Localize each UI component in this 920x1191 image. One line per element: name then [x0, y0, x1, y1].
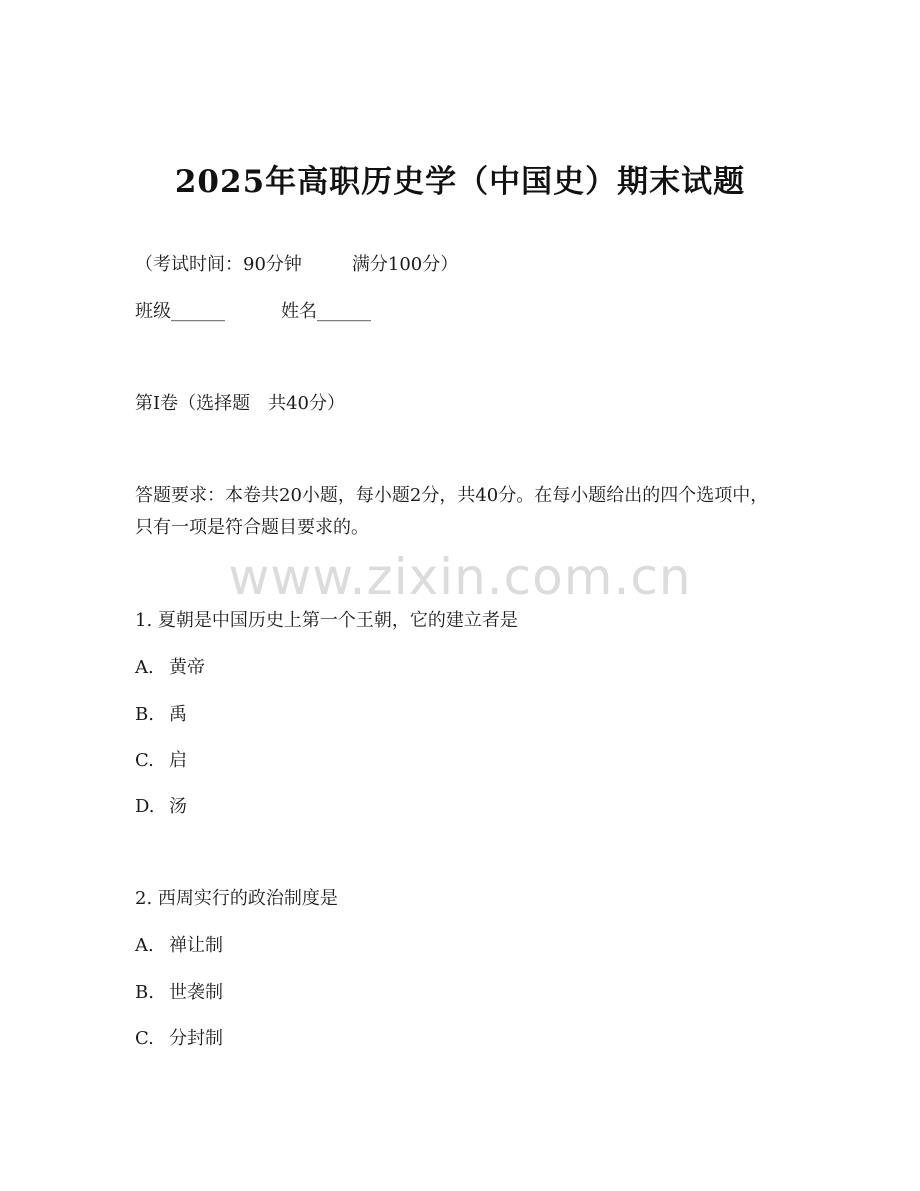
student-info-line [135, 299, 371, 325]
question-1-stem: 1. 夏朝是中国历史上第一个王朝，它的建立者是 [135, 610, 518, 631]
exam-title: 2025年高职历史学（中国史）期末试题 [174, 164, 746, 200]
question-1-option-b[interactable] [135, 702, 187, 728]
option-text: 禹 [169, 704, 187, 725]
exam-full-score: 满分100分） [351, 254, 459, 275]
option-letter: D. [135, 796, 155, 817]
option-text: 汤 [169, 796, 187, 817]
option-text: 启 [169, 750, 187, 771]
option-text: 分封制 [169, 1028, 223, 1049]
class-field: 班级______ [135, 301, 225, 322]
option-letter: A. [135, 935, 154, 956]
option-text: 禅让制 [169, 935, 223, 956]
question-2-stem: 2. 西周实行的政治制度是 [135, 888, 338, 909]
option-letter: B. [135, 982, 154, 1003]
option-text: 世袭制 [169, 982, 223, 1003]
option-letter: B. [135, 704, 154, 725]
watermark: www.zixin.com.cn [228, 548, 692, 606]
question-1-option-d[interactable] [135, 794, 187, 820]
exam-info-line [135, 252, 458, 278]
question-2-option-b[interactable] [135, 980, 223, 1006]
question-1-option-c[interactable] [135, 748, 187, 774]
option-letter: A. [135, 657, 154, 678]
instructions: 答题要求：本卷共20小题，每小题2分，共40分。在每小题给出的四个选项中，只有一项是符合题目要求的。 [135, 485, 769, 538]
name-field: 姓名______ [281, 301, 371, 322]
option-letter: C. [135, 1028, 154, 1049]
option-letter: C. [135, 750, 154, 771]
option-text: 黄帝 [169, 657, 205, 678]
section-heading: 第Ⅰ卷（选择题 共40分） [135, 393, 346, 414]
question-2-option-c[interactable] [135, 1026, 223, 1052]
question-2-option-a[interactable] [135, 933, 223, 959]
question-1-option-a[interactable] [135, 655, 205, 681]
exam-time: （考试时间：90分钟 [135, 254, 302, 275]
